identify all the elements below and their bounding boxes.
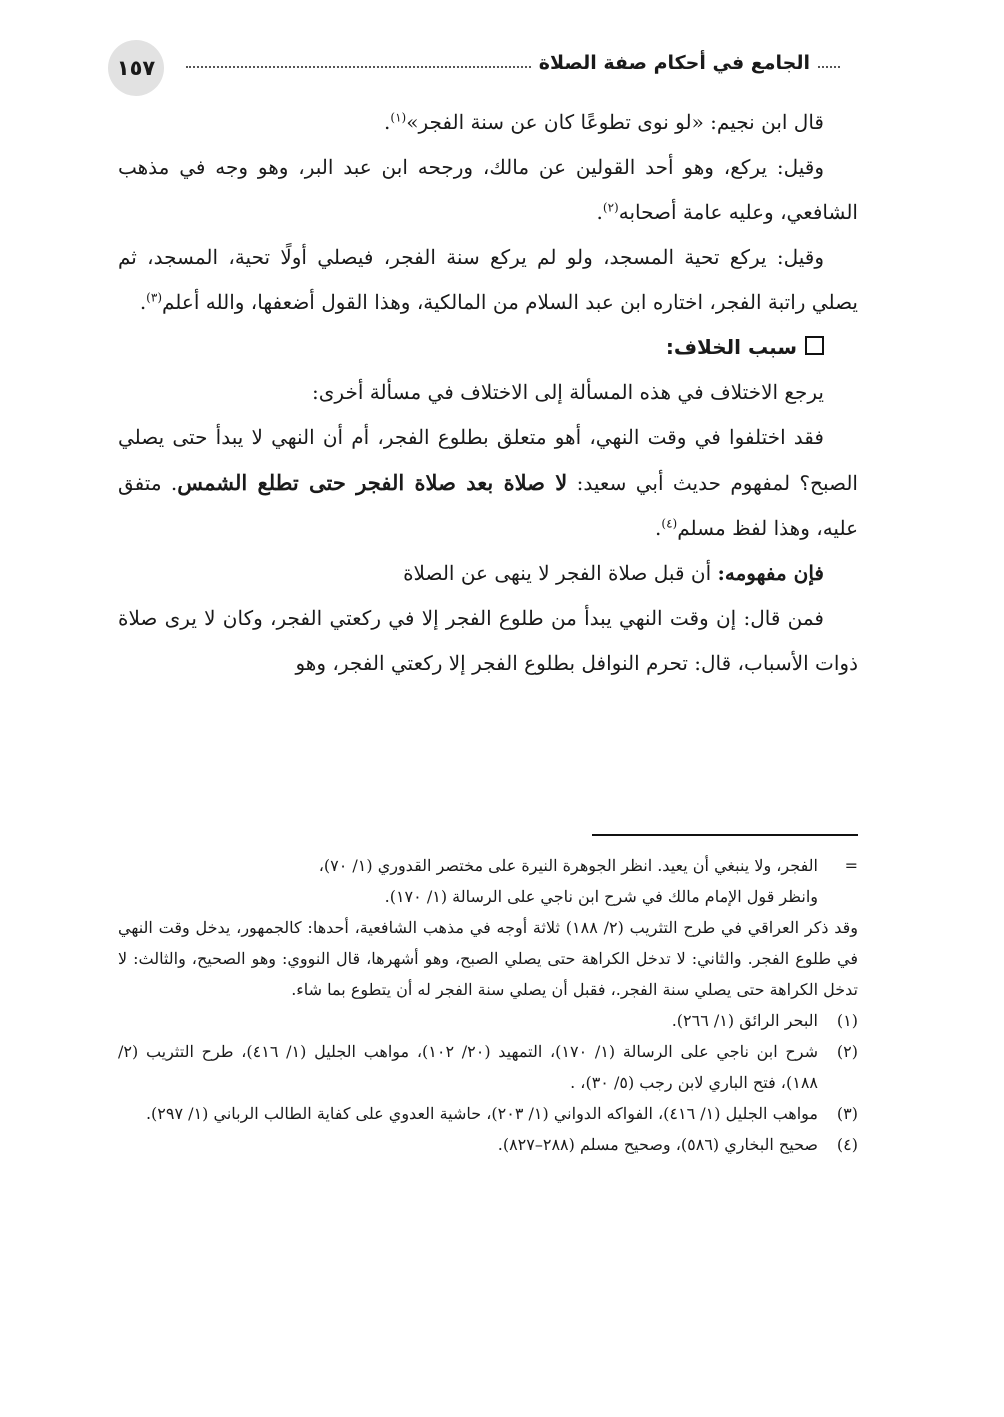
paragraph: وقيل: يركع تحية المسجد، ولو لم يركع سنة الفجر، فيصلي أولًا تحية، المسجد، ثم يصلي راتبة الفجر، اختاره ابن عبد السلام من المالكية، وهذا القول أضعفها، والله أعلم$^{(٣)}$. bbox=[118, 245, 858, 314]
book-title: الجامع في أحكام صفة الصلاة bbox=[538, 52, 810, 74]
footnote-number: (٣) bbox=[836, 1104, 858, 1123]
footnote-text: صحيح البخاري (٥٨٦)، وصحيح مسلم (٢٨٨–٨٢٧). bbox=[497, 1135, 818, 1154]
footnote-text bbox=[118, 850, 818, 912]
footnote-number: (١) bbox=[836, 1011, 858, 1030]
footnote-line: الفجر، ولا ينبغي أن يعيد. انظر الجوهرة النيرة على مختصر القدوري (١/ ٧٠)، bbox=[318, 856, 818, 875]
paragraph-text: أن قبل صلاة الفجر لا ينهى عن الصلاة bbox=[403, 561, 718, 585]
footnote-ref: (١) bbox=[390, 110, 407, 125]
paragraph-text: يرجع الاختلاف في هذه المسألة إلى الاختلاف في مسألة أخرى: bbox=[312, 380, 824, 404]
footnote-ref: (٣) bbox=[146, 290, 162, 305]
footnote-continuation bbox=[118, 850, 858, 912]
hadith-text: لا صلاة بعد صلاة الفجر حتى تطلع الشمس bbox=[177, 470, 568, 495]
footnote-number: (٢) bbox=[836, 1042, 858, 1061]
footnote-line: وانظر قول الإمام مالك في شرح ابن ناجي على الرسالة (١/ ١٧٠). bbox=[384, 887, 818, 906]
paragraph-text: قال ابن نجيم: «لو نوى تطوعًا كان عن سنة الفجر» bbox=[406, 110, 824, 134]
footnote-text: شرح ابن ناجي على الرسالة (١/ ١٧٠)، التمهيد (٢٠/ ١٠٢)، مواهب الجليل (١/ ٤١٦)، طرح التثريب (٢/ ١٨٨)، فتح الباري لابن رجب (٥/ ٣٠)، . bbox=[118, 1042, 818, 1092]
paragraph bbox=[118, 370, 858, 415]
paragraph: وقيل: يركع، وهو أحد القولين عن مالك، ورجحه ابن عبد البر، وهو وجه في مذهب الشافعي، وعليه عامة أصحابه$^{(٢)}$. bbox=[118, 155, 858, 224]
footnote-paragraph: وقد ذكر العراقي في طرح التثريب (٢/ ١٨٨) ثلاثة أوجه في مذهب الشافعية، أحدها: كالجمهور، يدخل وقت النهي في طلوع الفجر. والثاني: لا تدخل الكراهة حتى يصلي الصبح، وهو أشهرها، قال النووي: وهو الصحيح، والثالث: لا تدخل الكراهة حتى يصلي سنة الفجر.، فقبل أن يصلي سنة الفجر له أن يتطوع بما شاء. bbox=[118, 918, 859, 999]
footnote-number: (٤) bbox=[836, 1135, 858, 1154]
section-heading bbox=[118, 325, 858, 370]
paragraph bbox=[118, 551, 858, 596]
running-title bbox=[178, 52, 848, 74]
footnote-text: البحر الرائق (١/ ٢٦٦). bbox=[671, 1011, 818, 1030]
paragraph: قال ابن نجيم: «لو نوى تطوعًا كان عن سنة الفجر»$^{(١)}$. bbox=[384, 110, 824, 134]
page-number: ١٥٧ bbox=[108, 40, 164, 96]
paragraph-text: . متفق عليه، وهذا لفظ مسلم bbox=[118, 471, 858, 540]
bold-lead: فإن مفهومه: bbox=[717, 561, 824, 585]
main-text bbox=[118, 100, 858, 686]
continuation-mark: = bbox=[844, 856, 858, 875]
footnote-ref: (٢) bbox=[602, 200, 619, 215]
section-heading-text: سبب الخلاف: bbox=[665, 335, 797, 359]
footnote bbox=[118, 1005, 858, 1036]
paragraph-text: فمن قال: إن وقت النهي يبدأ من طلوع الفجر إلا في ركعتي الفجر، وكان لا يرى صلاة ذوات الأسباب، قال: تحرم النوافل بطلوع الفجر إلا ركعتي الفجر، وهو bbox=[118, 606, 858, 675]
footnote bbox=[118, 1129, 858, 1160]
footnotes bbox=[118, 850, 858, 1160]
page-header bbox=[108, 40, 848, 100]
paragraph: فقد اختلفوا في وقت النهي، أهو متعلق بطلوع الفجر، أم أن النهي لا يبدأ حتى يصلي الصبح؟ لمفهوم حديث أبي سعيد: لا صلاة بعد صلاة الفجر حتى تطلع الشمس. متفق عليه، وهذا لفظ مسلم$^{(٤)}$. bbox=[118, 425, 858, 540]
paragraph-text: وقيل: يركع تحية المسجد، ولو لم يركع سنة الفجر، فيصلي أولًا تحية، المسجد، ثم يصلي راتبة الفجر، اختاره ابن عبد السلام من المالكية، وهذا القول أضعفها، والله أعلم bbox=[118, 245, 858, 314]
paragraph-text: فقد اختلفوا في وقت النهي، أهو متعلق بطلوع الفجر، أم أن النهي لا يبدأ حتى يصلي الصبح؟ لمفهوم حديث أبي سعيد: bbox=[118, 425, 858, 495]
header-dots-left bbox=[186, 66, 531, 68]
checkbox-icon bbox=[805, 336, 824, 355]
header-dots-right bbox=[818, 66, 840, 68]
footnote-text: مواهب الجليل (١/ ٤١٦)، الفواكه الدواني (١/ ٢٠٣)، حاشية العدوي على كفاية الطالب الرباني (١/ ٢٩٧). bbox=[145, 1104, 818, 1123]
paragraph bbox=[118, 596, 858, 686]
footnote bbox=[118, 1098, 858, 1129]
footnote-ref: (٤) bbox=[661, 516, 678, 531]
footnote bbox=[118, 1036, 858, 1098]
paragraph-text: وقيل: يركع، وهو أحد القولين عن مالك، ورجحه ابن عبد البر، وهو وجه في مذهب الشافعي، وعليه عامة أصحابه bbox=[118, 155, 858, 224]
footnote-divider bbox=[592, 834, 858, 836]
